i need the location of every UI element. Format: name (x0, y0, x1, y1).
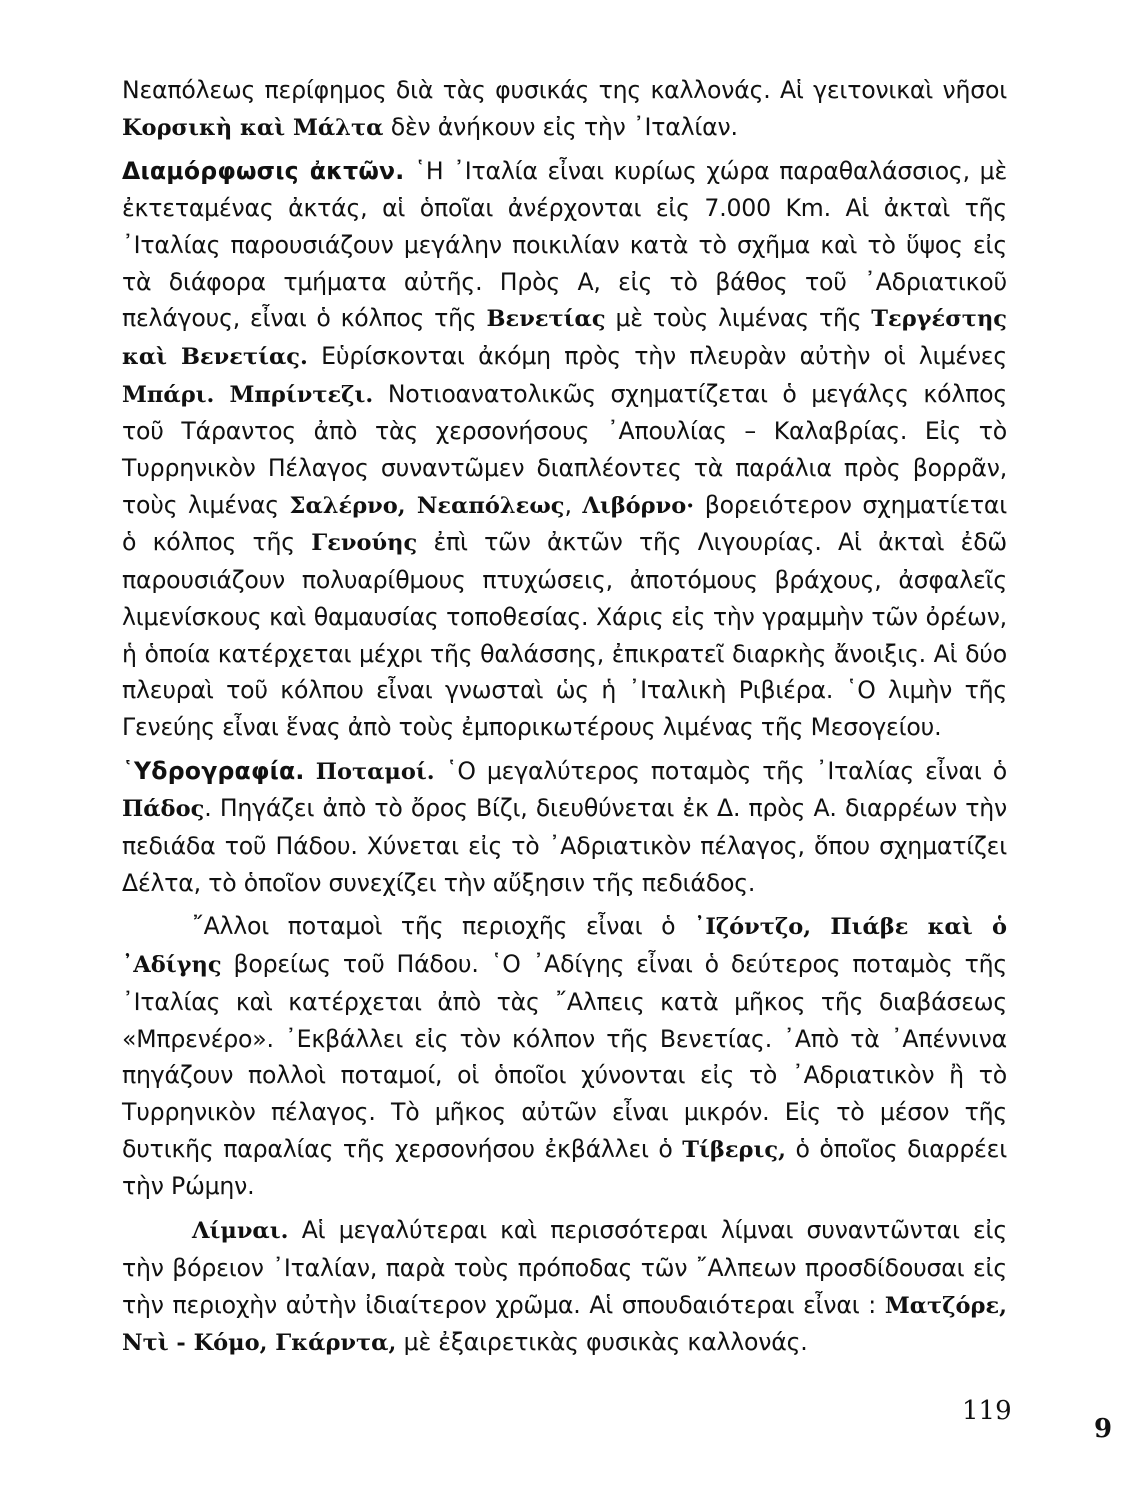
paragraph-other-rivers (122, 908, 1007, 1205)
text-run: , (564, 490, 583, 519)
text-run: μὲ τοὺς λιμένας τῆς (605, 304, 872, 333)
bold-term: Λίμναι. (192, 1218, 289, 1245)
section-heading: ῾Υδρογραφία. (122, 756, 305, 785)
paragraph-lakes (122, 1212, 1007, 1362)
text-run: ῎Αλλοι ποταμοὶ τῆς περιοχῆς εἶναι ὁ (192, 912, 695, 941)
paragraph-hydrography-rivers (122, 753, 1007, 902)
section-heading: Διαμόρφωσις ἀκτῶν. (122, 157, 405, 186)
bold-term: Ματζόρε, Ντὶ - Κόμο, Γκάρντα, (122, 1292, 1007, 1357)
bold-term: ᾿Ιζόντζο, Πιάβε καὶ ὁ ᾿Αδίγης (122, 914, 1007, 979)
bold-term: Μπάρι. Μπρίντεζι. (122, 381, 374, 408)
margin-mark: 9 (1094, 1414, 1113, 1444)
text-run: Νεαπόλεως περίφημος διὰ τὰς φυσικάς της καλλονάς. Αἱ γειτονικαὶ νῆσοι (122, 76, 1007, 104)
bold-term: Λιβόρνο· (582, 492, 695, 519)
text-run: . Πηγάζει ἀπὸ τὸ ὄρος Βίζι, διευθύνεται ἐκ Δ. πρὸς Α. διαρρέων τὴν πεδιάδα τοῦ Πάδου. Χύνεται εἰς τὸ ᾿Αδριατικὸν πέλαγος, ὅπου σχηματίζει Δέλτα, τὸ ὁποῖον συνεχίζει τὴν αὔξησιν τῆς πεδιάδος. (122, 794, 1007, 897)
bold-term: Τίβερις, (682, 1136, 786, 1163)
bold-term: Γενούης (311, 530, 418, 557)
page-number: 119 (962, 1396, 1012, 1426)
text-run: ῾Η ᾿Ιταλία εἶναι κυρίως χώρα παραθαλάσσιος, μὲ ἐκτεταμένας ἀκτάς, αἱ ὁποῖαι ἀνέρχονται εἰς 7.000 Km. Αἱ ἀκταὶ τῆς ᾿Ιταλίας παρουσιάζουν μεγάλην ποικιλίαν κατὰ τὸ σχῆμα καὶ τὸ ὕψος εἰς τὰ διάφορα τμήματα αὐτῆς. Πρὸς Α, εἰς τὸ βάθος τοῦ ᾿Αδριατικοῦ πελάγους, εἶναι ὁ κόλπος τῆς (122, 157, 1007, 333)
bold-term: Σαλέρνο, Νεαπόλεως (289, 492, 565, 519)
bold-term: Βενετίας (486, 306, 606, 333)
bold-term: Τεργέστης καὶ Βενετίας. (122, 306, 1007, 370)
text-run: ῾Ο μεγαλύτερος ποταμὸς τῆς ᾿Ιταλίας εἶναι ὁ (434, 756, 1007, 785)
text-run (305, 757, 316, 785)
text-run: Εὑρίσκονται ἀκόμη πρὸς τὴν πλευρὰν αὐτὴν οἱ λιμένες (307, 341, 1007, 370)
text-run: δὲν ἀνήκουν εἰς τὴν ᾿Ιταλίαν. (383, 112, 738, 141)
paragraph-coast-formation (122, 153, 1007, 745)
text-run: ἐπὶ τῶν ἀκτῶν τῆς Λιγουρίας. Αἱ ἀκταὶ ἐδῶ παρουσιάζουν πολυαρίθμους πτυχώσεις, ἀποτόμους βράχους, ἀσφαλεῖς λιμενίσκους καὶ θαμαυσίας τοποθεσίας. Χάρις εἰς τὴν γραμμὴν τῶν ὀρέων, ἡ ὁποία κατέρχεται μέχρι τῆς θαλάσσης, ἐπικρατεῖ διαρκὴς ἄνοιξις. Αἱ δύο πλευραὶ τοῦ κόλπου εἶναι γνωσταὶ ὡς ἡ ᾿Ιταλικὴ Ριβιέρα. ῾Ο λιμὴν τῆς Γενεύης εἶναι ἕνας ἀπὸ τοὺς ἐμπορικωτέρους λιμένας τῆς Μεσογείου. (122, 528, 1007, 741)
text-run: Αἱ μεγαλύτεραι καὶ περισσότεραι λίμναι συναντῶνται εἰς τὴν βόρειον ᾿Ιταλίαν, παρὰ τοὺς πρόποδας τῶν ῎Αλπεων προσδίδουσαι εἰς τὴν περιοχὴν αὐτὴν ἰδιαίτερον χρῶμα. Αἱ σπουδαιότεραι εἶναι : (122, 1216, 1007, 1319)
paragraph-islands (122, 72, 1007, 146)
page-text (122, 72, 1007, 1362)
text-run: ὁ ὁποῖος διαρρέει τὴν Ρώμην. (122, 1134, 1007, 1201)
bold-term: Ποταμοί. (315, 758, 435, 785)
bold-term: Κορσικὴ καὶ Μάλτα (122, 114, 384, 141)
text-run: βορειότερον σχηματίεται ὁ κόλπος τῆς (122, 490, 1007, 557)
text-run: μὲ ἐξαιρετικὰς φυσικὰς καλλονάς. (396, 1328, 808, 1357)
text-run: βορείως τοῦ Πάδου. ῾Ο ᾿Αδίγης εἶναι ὁ δεύτερος ποταμὸς τῆς ᾿Ιταλίας καὶ κατέρχεται ἀπὸ τὰς ῎Αλπεις κατὰ μῆκος τῆς διαβάσεως «Μπρενέρο». ᾿Εκβάλλει εἰς τὸν κόλπον τῆς Βενετίας. ᾿Απὸ τὰ ᾿Απέννινα πηγάζουν πολλοὶ ποταμοί, οἱ ὁποῖοι χύνονται εἰς τὸ ᾿Αδριατικὸν ἢ τὸ Τυρρηνικὸν πέλαγος. Τὸ μῆκος αὐτῶν εἶναι μικρόν. Εἰς τὸ μέσον τῆς δυτικῆς παραλίας τῆς χερσονήσου ἐκβάλλει ὁ (122, 950, 1007, 1163)
text-run: Νοτιοανατολικῶς σχηματίζεται ὁ μεγάλςς κόλπος τοῦ Τάραντος ἀπὸ τὰς χερσονήσους ᾿Απουλίας – Καλαβρίας. Εἰς τὸ Τυρρηνικὸν Πέλαγος συναντῶμεν διαπλέοντες τὰ παράλια πρὸς βορρᾶν, τοὺς λιμένας (122, 379, 1007, 519)
bold-term: Πάδος (122, 796, 205, 823)
